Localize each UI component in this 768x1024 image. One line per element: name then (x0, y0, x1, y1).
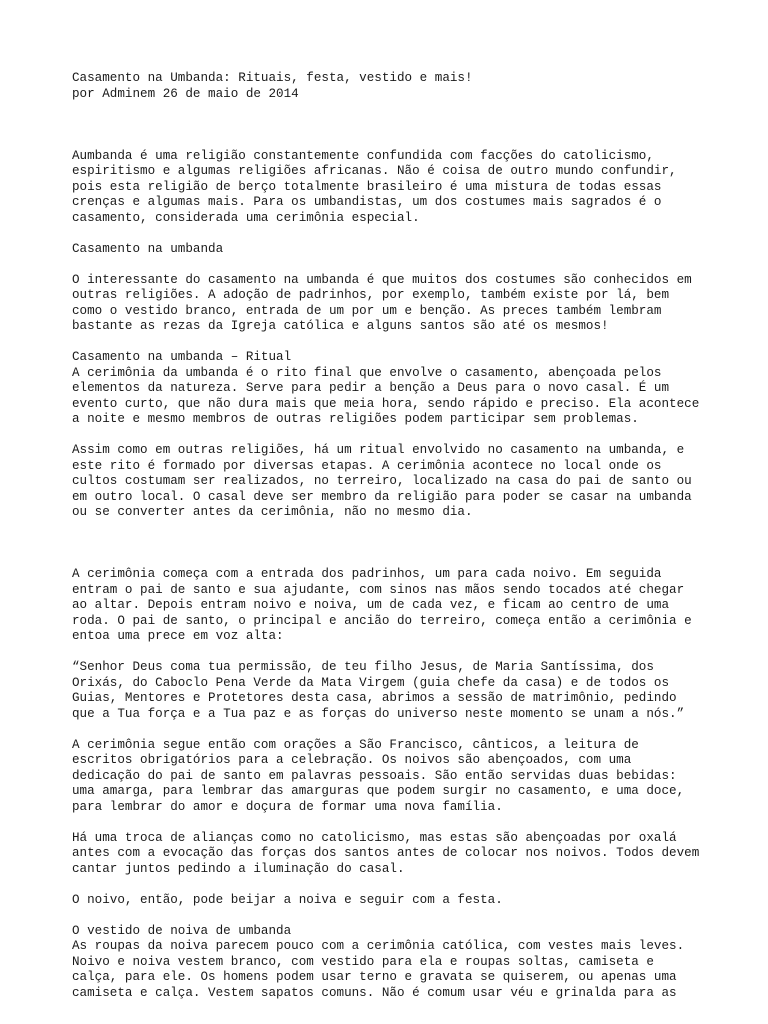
spacer (72, 815, 702, 831)
paragraph (72, 831, 702, 878)
text-line: A cerimônia segue então com orações a São Francisco, cânticos, a leitura de (72, 737, 639, 752)
spacer (72, 335, 702, 351)
spacer (72, 226, 702, 242)
text-line: O interessante do casamento na umbanda é que muitos dos costumes são conhecidos em (72, 272, 692, 287)
text-line: casamento, considerada uma cerimônia especial. (72, 210, 420, 225)
text-line: Há uma troca de alianças como no catolicismo, mas estas são abençoadas por oxalá (72, 830, 677, 845)
text-line: este rito é formado por diversas etapas. A cerimônia acontece no local onde os (72, 458, 662, 473)
spacer (72, 908, 702, 924)
text-line: Aumbanda é uma religião constantemente confundida com facções do catolicismo, (72, 148, 654, 163)
document-byline: por Adminem 26 de maio de 2014 (72, 86, 299, 101)
text-line: cultos costumam ser realizados, no terreiro, localizado na casa do pai de santo ou (72, 474, 692, 488)
text-line: Noivo e noiva vestem branco, com vestido para ela e roupas soltas, camiseta e (72, 954, 654, 969)
text-line: escritos obrigatórios para a celebração. Os noivos são abençoados, com uma (72, 753, 632, 767)
text-line: camiseta e calça. Vestem sapatos comuns. Não é comum usar véu e grinalda para as (72, 985, 677, 1000)
spacer (72, 257, 702, 273)
heading-line: Casamento na umbanda – Ritual (72, 350, 292, 364)
text-line: Orixás, do Caboclo Pena Verde da Mata Virgem (guia chefe da casa) e de todos os (72, 675, 670, 690)
paragraph-dress (72, 924, 702, 1002)
text-line: a noite e mesmo membros de outras religiões podem participar sem problemas. (72, 412, 639, 426)
spacer (72, 722, 702, 738)
spacer (72, 521, 702, 568)
prayer-quote (72, 660, 702, 722)
text-line: “Senhor Deus coma tua permissão, de teu filho Jesus, de Maria Santíssima, dos (72, 660, 654, 674)
heading-line: Casamento na umbanda (72, 241, 224, 256)
text-line: A cerimônia da umbanda é o rito final que envolve o casamento, abençoada pelos (72, 365, 662, 380)
paragraph (72, 893, 702, 909)
text-line: entoa uma prece em voz alta: (72, 629, 284, 643)
paragraph (72, 273, 702, 335)
text-line: que a Tua força e a Tua paz e as forças do universo neste momento se unam a nós.” (72, 706, 685, 721)
text-line: Assim como em outras religiões, há um ritual envolvido no casamento na umbanda, e (72, 443, 685, 457)
paragraph (72, 567, 702, 645)
text-line: bastante as rezas da Igreja católica e alguns santos são até os mesmos! (72, 319, 609, 333)
spacer (72, 428, 702, 444)
text-line: crenças e algumas mais. Para os umbandistas, um dos costumes mais sagrados é o (72, 195, 662, 209)
text-line: entram o pai de santo e sua ajudante, com sinos nas mãos sendo tocados até chegar (72, 582, 685, 597)
paragraph-ritual (72, 350, 702, 428)
text-line: uma amarga, para lembrar das amarguras que podem surgir no casamento, e uma doce, (72, 784, 685, 798)
paragraph (72, 443, 702, 521)
paragraph-intro (72, 149, 702, 227)
text-line: elementos da natureza. Serve para pedir a benção a Deus para o novo casal. É um (72, 381, 670, 395)
heading-line: O vestido de noiva de umbanda (72, 923, 292, 938)
document-title: Casamento na Umbanda: Rituais, festa, vestido e mais! (72, 71, 473, 85)
spacer (72, 877, 702, 893)
section-heading (72, 242, 702, 258)
text-line: roda. O pai de santo, o principal e ancião do terreiro, começa então a cerimônia e (72, 613, 692, 628)
text-line: para lembrar do amor e doçura de formar uma nova família. (72, 799, 503, 814)
text-line: O noivo, então, pode beijar a noiva e seguir com a festa. (72, 892, 503, 907)
text-line: Guias, Mentores e Protetores desta casa, abrimos a sessão de matrimônio, pedindo (72, 691, 677, 705)
text-line: em outro local. O casal deve ser membro da religião para poder se casar na umbanda (72, 489, 692, 504)
text-line: cantar juntos pedindo a iluminação do casal. (72, 861, 405, 876)
text-line: espiritismo e algumas religiões africanas. Não é coisa de outro mundo confundir, (72, 164, 677, 178)
paragraph (72, 738, 702, 816)
text-line: ou se converter antes da cerimônia, não no mesmo dia. (72, 505, 473, 519)
spacer (72, 645, 702, 661)
text-line: A cerimônia começa com a entrada dos padrinhos, um para cada noivo. Em seguida (72, 567, 662, 581)
text-line: como o vestido branco, entrada de um por um e benção. As preces também lembram (72, 303, 662, 318)
text-line: outras religiões. A adoção de padrinhos, por exemplo, também existe por lá, bem (72, 288, 670, 302)
text-line: dedicação do pai de santo em palavras pessoais. São então servidas duas bebidas: (72, 768, 677, 783)
text-line: calça, para ele. Os homens podem usar terno e gravata se quiserem, ou apenas uma (72, 970, 677, 984)
text-line: pois esta religião de berço totalmente brasileiro é uma mistura de todas essas (72, 179, 662, 194)
text-line: ao altar. Depois entram noivo e noiva, um de cada vez, e ficam ao centro de uma (72, 598, 670, 612)
spacer (72, 102, 702, 149)
text-line: antes com a evocação das forças dos santos antes de colocar nos noivos. Todos devem (72, 846, 700, 860)
document-body (72, 71, 702, 1001)
text-line: evento curto, que não dura mais que meia hora, sendo rápido e preciso. Ela acontece (72, 396, 700, 411)
text-line: As roupas da noiva parecem pouco com a cerimônia católica, com vestes mais leves. (72, 939, 685, 953)
